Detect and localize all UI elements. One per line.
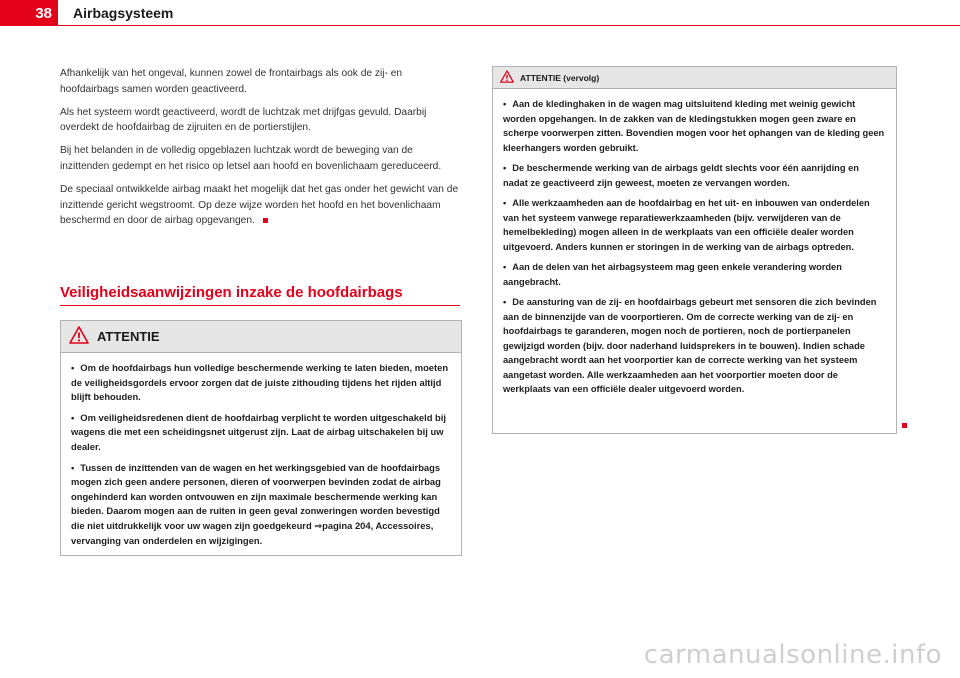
paragraph-text: De speciaal ontwikkelde airbag maakt het mogelijk dat het gas onder het gewicht van de inzittende gericht wegstroomt. Op deze wijze worden het hoofd en het bovenlichaam beschermd en door de airbag opgevangen. [60, 184, 459, 227]
watermark: carmanualsonline.info [643, 640, 942, 670]
warning-item-text: Om veiligheidsredenen dient de hoofdairbag verplicht te worden uitgeschakeld bij wagens die met een scheidingsnet uitgerust zijn. Laat de airbag uitschakelen bij uw dealer. [71, 411, 446, 452]
warning-triangle-icon [500, 70, 514, 85]
section-heading: Veiligheidsaanwijzingen inzake de hoofdairbags [60, 284, 460, 306]
paragraph: Als het systeem wordt geactiveerd, wordt de luchtzak met drijfgas gevuld. Daarbij overdekt de hoofdairbag de zijruiten en de portierstijlen. [60, 106, 427, 134]
warning-item: • Tussen de inzittenden van de wagen en het werkingsgebied van de hoofdairbags mogen zich geen andere personen, dieren of voorwerpen bevinden zodat de airbag ongehinderd kan worden ontvouwen en zijn maximale beschermende werking kan bieden. Daarom mogen aan de ruiten in geen geval zonweringen worden bevestigd die niet uitdrukkelijk voor uw wagen zijn goedgekeurd ⇒pagina 204, Accessoires, vervanging van onderdelen en wijzigingen. [71, 461, 441, 546]
warning-title: ATTENTIE (vervolg) [520, 72, 600, 83]
warning-header [493, 67, 896, 89]
section-end-marker [902, 423, 907, 428]
warning-triangle-icon [69, 326, 89, 347]
warning-item-text: Om de hoofdairbags hun volledige beschermende werking te laten bieden, moeten de veiligheidsgordels ervoor zorgen dat de juiste zithouding tijdens het rijden altijd blijft behouden. [71, 362, 449, 403]
warning-body [493, 89, 896, 409]
warning-item: • Om veiligheidsredenen dient de hoofdairbag verplicht te worden uitgeschakeld bij wagens die met een scheidingsnet uitgerust zijn. Laat de airbag uitschakelen bij uw dealer. [71, 411, 446, 452]
paragraph [60, 182, 460, 229]
header-rule [58, 25, 960, 26]
paragraph: Bij het belanden in de volledig opgeblazen luchtzak wordt de beweging van de inzittenden gedempt en het risico op letsel aan hoofd en bovenlichaam gereduceerd. [60, 145, 442, 172]
warning-item: • Aan de delen van het airbagsysteem mag geen enkele verandering worden aangebracht. [503, 262, 842, 287]
warning-item-text: Alle werkzaamheden aan de hoofdairbag en het uit- en inbouwen van onderdelen van het systeem vanwege reparatiewerkzaamheden (bijv. verwijderen van de hemelbekleding) mogen alleen in de werkplaats van een officiële dealer worden uitgevoerd. Anders kunnen er storingen in de werking van de airbags optreden. [503, 198, 870, 252]
warning-box [60, 320, 462, 556]
page-number: 38 [0, 0, 58, 26]
warning-item: • De aansturing van de zij- en hoofdairbags gebeurt met sensoren die zich bevinden aan de binnenzijde van de voorportieren. Om de correcte werking van de zij- en hoofdairbags te garanderen, mogen noch de portieren, noch de portierpanelen gewijzigd worden (bijv. door naderhand luidsprekers in te bouwen). Indien schade aangebracht wordt aan het voorportier kan de correcte werking van het systeem aangetast worden. Alle werkzaamheden aan het voorportier moeten door de werkplaats van een officiële dealer uitgevoerd worden. [503, 297, 877, 394]
section-end-marker [263, 218, 268, 223]
paragraph: Afhankelijk van het ongeval, kunnen zowel de frontairbags als ook de zij- en hoofdairbags samen worden geactiveerd. [60, 68, 403, 95]
intro-text [60, 66, 460, 236]
warning-item: • Om de hoofdairbags hun volledige beschermende werking te laten bieden, moeten de veiligheidsgordels ervoor zorgen dat de juiste zithouding tijdens het rijden altijd blijft behouden. [71, 362, 449, 403]
warning-title: ATTENTIE [97, 329, 160, 344]
warning-item: • Alle werkzaamheden aan de hoofdairbag en het uit- en inbouwen van onderdelen van het systeem vanwege reparatiewerkzaamheden (bijv. verwijderen van de hemelbekleding) mogen alleen in de werkplaats van een officiële dealer worden uitgevoerd. Anders kunnen er storingen in de werking van de airbags optreden. [503, 198, 870, 252]
warning-item: • Aan de kledinghaken in de wagen mag uitsluitend kleding met weinig gewicht worden opgehangen. In de zakken van de kledingstukken mogen geen zware en scherpe voorwerpen zitten. Bovendien mogen voor het ophangen van de kleding geen kleerhangers worden gebruikt. [503, 99, 885, 153]
warning-header [61, 321, 461, 353]
warning-item-text: Aan de kledinghaken in de wagen mag uitsluitend kleding met weinig gewicht worden opgehangen. In de zakken van de kledingstukken mogen geen zware en scherpe voorwerpen zitten. Bovendien mogen voor het ophangen van de kleding geen kleerhangers worden gebruikt. [503, 99, 885, 153]
warning-item: • De beschermende werking van de airbags geldt slechts voor één aanrijding en nadat ze geactiveerd zijn geweest, moeten ze vervangen worden. [503, 163, 859, 188]
warning-item-text: Tussen de inzittenden van de wagen en het werkingsgebied van de hoofdairbags mogen zich geen andere personen, dieren of voorwerpen bevinden zodat de airbag ongehinderd kan worden ontvouwen en zijn maximale beschermende werking kan bieden. Daarom mogen aan de ruiten in geen geval zonweringen worden bevestigd die niet uitdrukkelijk voor uw wagen zijn goedgekeurd ⇒pagina 204, Accessoires, vervanging van onderdelen en wijzigingen. [71, 461, 441, 546]
warning-item-text: De beschermende werking van de airbags geldt slechts voor één aanrijding en nadat ze geactiveerd zijn geweest, moeten ze vervangen worden. [503, 163, 859, 188]
warning-item-text: De aansturing van de zij- en hoofdairbags gebeurt met sensoren die zich bevinden aan de binnenzijde van de voorportieren. Om de correcte werking van de zij- en hoofdairbags te garanderen, mogen noch de portieren, noch de portierpanelen gewijzigd worden (bijv. door naderhand luidsprekers in te bouwen). Indien schade aangebracht wordt aan het voorportier kan de correcte werking van het systeem aangetast worden. Alle werkzaamheden aan het voorportier moeten door de werkplaats van een officiële dealer uitgevoerd worden. [503, 297, 877, 394]
warning-item-text: Aan de delen van het airbagsysteem mag geen enkele verandering worden aangebracht. [503, 262, 842, 287]
warning-body [61, 353, 461, 560]
warning-box-continued [492, 66, 897, 434]
page-title: Airbagsysteem [73, 5, 174, 21]
